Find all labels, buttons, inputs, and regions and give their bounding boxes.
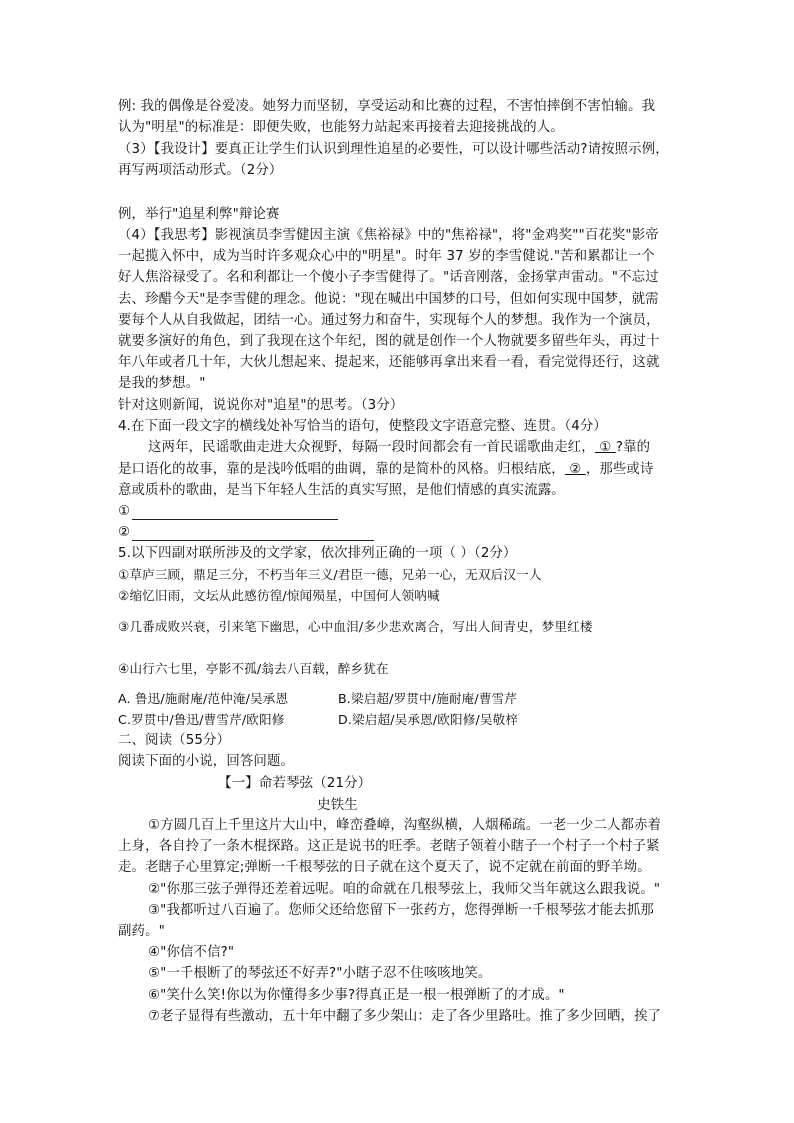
section-intro: 阅读下面的小说，回答问题。 — [118, 754, 295, 769]
story-line: 走。老瞎子心里算定;弹断一千根琴弦的日子就在这个夏天了，说不定就在前面的野羊坳。 — [118, 860, 651, 875]
couplet-4: ④山行六七里，亭影不孤/翁去八百载，醉乡犹在 — [118, 661, 389, 676]
text-line: 年八年或者几十年，大伙儿想起来、提起来，还能够再拿出来看一看，看完觉得还行，这就 — [118, 355, 660, 370]
option-b: B.梁启超/罗贯中/施耐庵/曹雪芹 — [338, 691, 518, 706]
couplet-1: ①草庐三顾，鼎足三分，不朽当年三义/君臣一德，兄弟一心，无双后汉一人 — [118, 567, 542, 582]
couplet-2: ②缩忆旧雨，文坛从此感彷徨/惊闻殒星，中国何人领呐喊 — [118, 588, 440, 603]
story-title: 【一】命若琴弦（21分） — [218, 775, 372, 791]
text-line: 就要多演好的角色，到了我现在这个年纪，图的就是创作一个人物就要多留些年头，再过十 — [118, 334, 660, 349]
story-line: ⑦老子显得有些激动，五十年中翻了多少架山：走了各少里路吐。推了多少回晒，挨了 — [148, 1009, 662, 1024]
text-line: 是我的梦想。" — [118, 376, 206, 391]
text-line: 要每个人从自我做起，团结一心。通过努力和奋牛，实现每个人的梦想。我作为一个演员， — [118, 313, 660, 328]
text-line: 针对这则新闻，说说你对"追星"的思考。（3分） — [118, 398, 404, 413]
passage-text: ，那些或诗 — [585, 462, 654, 477]
text-line: 例，举行"追星利弊"辩论赛 — [118, 207, 280, 222]
text-line: 好人焦浴禄受了。名和利都让一个傻小子李雪健得了。"话音刚落，金扬掌声雷动。"不忘过 — [118, 270, 659, 285]
question-5-stem: 5.以下四副对联所涉及的文学家，依次排列正确的一项（ ）（2分） — [118, 546, 517, 561]
story-line: ⑥"笑什么笑!你以为你懂得多少事?得真正是一根一根弹断了的才成。" — [148, 988, 565, 1003]
story-line: ①方圆几百上千里这片大山中，峰峦叠嶂，沟壑纵横，人烟稀疏。一老一少二人都赤着 — [148, 818, 662, 833]
story-line: ②"你那三弦子弹得还差着远呢。咱的命就在几根琴弦上，我师父当年就这么跟我说。" — [148, 882, 661, 897]
blank-2: ② — [564, 462, 586, 477]
passage-line: 意或质朴的歌曲，是当下年轻人生活的真实写照，是他们情感的真实流露。 — [118, 483, 565, 498]
passage-line — [118, 460, 654, 480]
text-line: 去、珍醋今天"是李雪健的理念。他说："现在喊出中国梦的口号，但如何实现中国梦，就需 — [118, 292, 659, 307]
text-line: （4）【我思考】影视演员李雪健因主演《焦裕禄》中的"焦裕禄"，将"金鸡奖""百花奖"影帝 — [118, 228, 659, 243]
blank-1: ① — [594, 440, 616, 455]
passage-text: 这两年，民谣歌曲走进大众视野，每隔一段时间都会有一首民谣歌曲走红， — [148, 440, 595, 455]
option-d: D.梁启超/吴承恩/欧阳修/吴敬梓 — [338, 712, 519, 727]
text-line: 一起揽入怀中，成为当时许多观众心中的"明星"。时年 37 岁的李雪健说."苦和累都让一个 — [118, 249, 655, 264]
passage-text: 是口语化的故事，靠的是浅吟低唱的曲调，靠的是简朴的风格。归根结底， — [118, 462, 565, 477]
couplet-3: ③几番成败兴衰，引来笔下幽思，心中血泪/多少悲欢离合，写出人间青史，梦里红楼 — [118, 619, 593, 634]
answer-line-2[interactable] — [132, 540, 374, 541]
text-line: 例: 我的偶像是谷爱凌。她努力而坚韧，享受运动和比赛的过程，不害怕摔倒不害怕输。我 — [118, 99, 656, 114]
text-line: 再写两项活动形式。（2分） — [118, 163, 283, 178]
story-line: ④"你信不信?" — [148, 945, 235, 960]
question-4-stem: 4.在下面一段文字的横线处补写恰当的语句，使整段文字语意完整、连贯。（4分） — [118, 419, 607, 434]
story-line: 上身，各自拎了一条木棍探路。这正是说书的旺季。老瞎子领着小瞎子一个村子一个村子紧 — [118, 839, 660, 854]
option-a: A. 鲁迅/施耐庵/范仲淹/吴承恩 — [118, 691, 289, 706]
passage-line — [148, 438, 650, 458]
answer-line-1[interactable] — [132, 519, 338, 520]
answer-label-2: ② — [118, 525, 131, 540]
story-line: ③"我都听过八百遍了。您师父还给您留下一张药方，您得弹断一千根琴弦才能去抓那 — [148, 903, 654, 918]
option-c: C.罗贯中/鲁迅/曹雪芹/欧阳修 — [118, 712, 285, 727]
text-line: （3）【我设计】要真正让学生们认识到理性追星的必要性，可以设计哪些活动?请按照示例， — [118, 142, 669, 157]
section-heading: 二、阅读（55分） — [118, 733, 231, 748]
answer-label-1: ① — [118, 504, 131, 519]
passage-text: ?靠的 — [615, 440, 651, 455]
text-line: 认为"明星"的标准是：即便失败，也能努力站起来再接着去迎接挑战的人。 — [118, 120, 564, 135]
story-author: 史铁生 — [317, 797, 358, 813]
story-line: 副药。" — [118, 924, 165, 939]
story-line: ⑤"一千根断了的琴弦还不好弄?"小瞎子忍不住咳咳地笑。 — [148, 966, 492, 981]
